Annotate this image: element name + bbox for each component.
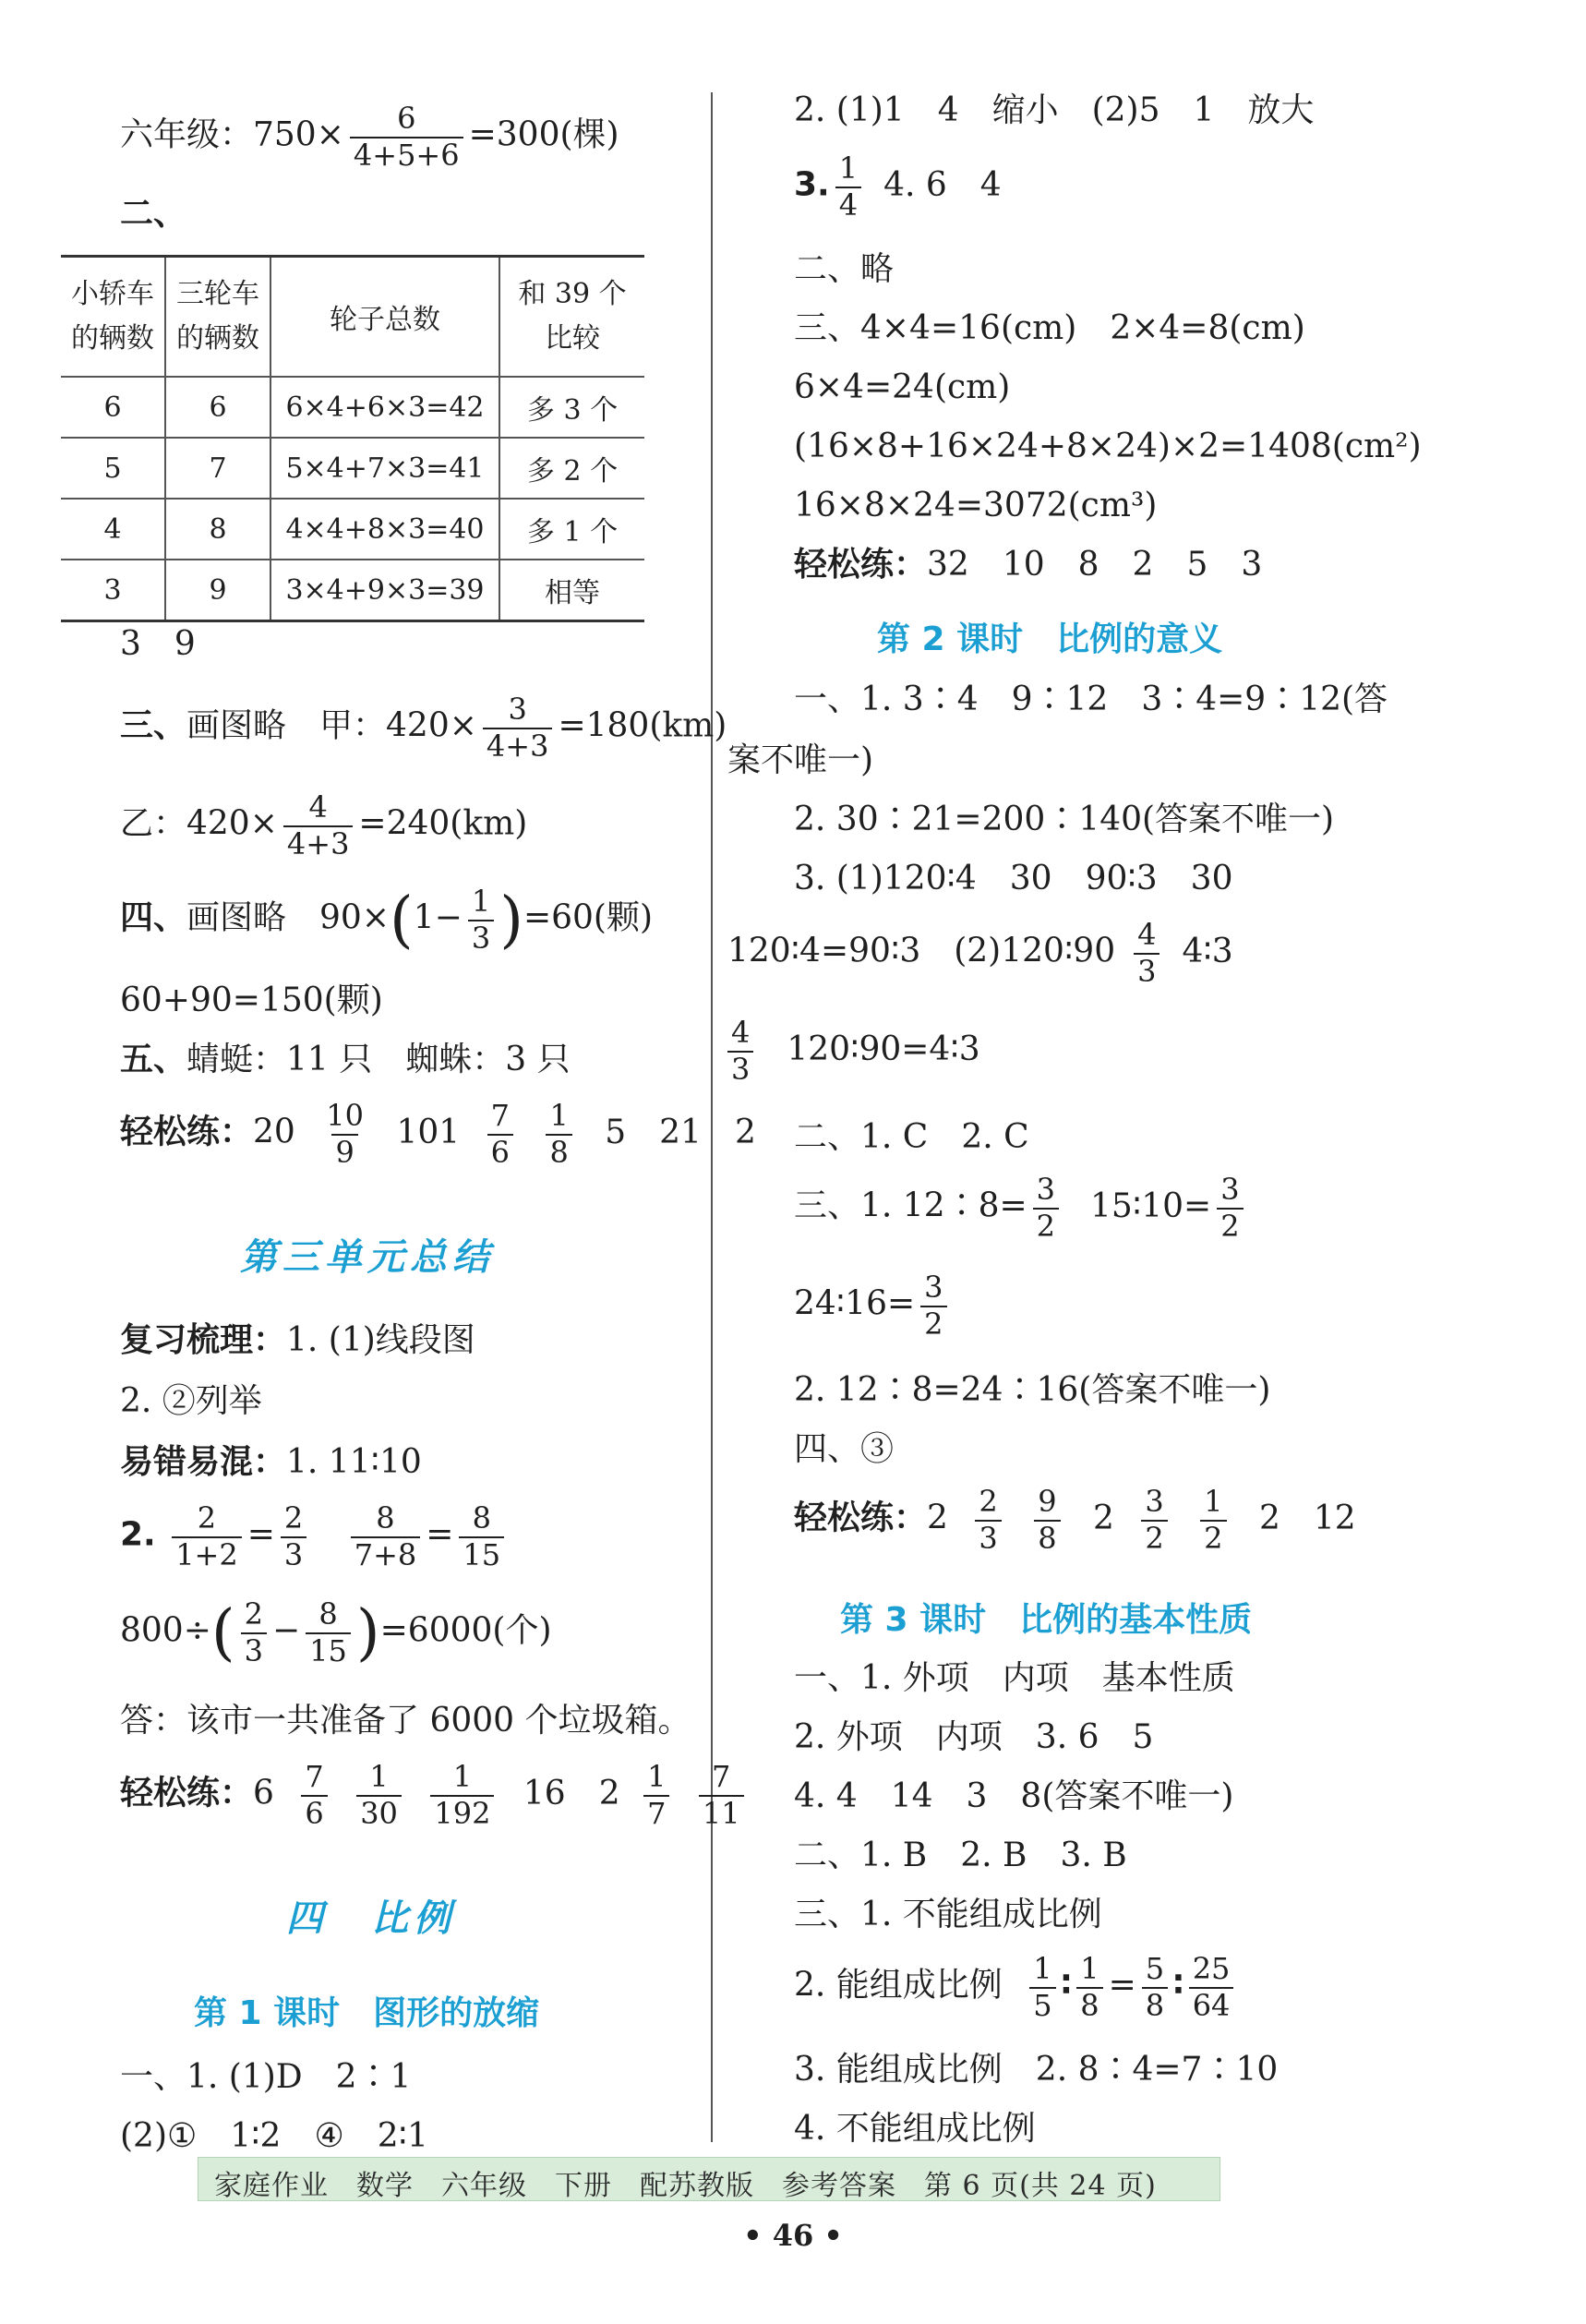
r-line-2: 3. $\frac{1}{4}$ 4. 6 4 bbox=[794, 151, 1002, 223]
fraction: $\frac{8}{7+8}$ bbox=[351, 1503, 421, 1571]
l2-line-10: 四、③ bbox=[794, 1430, 895, 1468]
review-line-2: 2. ②列举 bbox=[120, 1382, 262, 1420]
l3-line-3: 4. 4 14 3 8(答案不唯一) bbox=[794, 1777, 1234, 1815]
fraction: $\frac{1}{4}$ bbox=[835, 153, 861, 221]
fraction: $\frac{7}{6}$ bbox=[301, 1762, 327, 1829]
fraction: $\frac{2}{3}$ bbox=[241, 1599, 267, 1667]
unit-four-heading: 四 比例 bbox=[286, 1897, 456, 1940]
l3-line-8: 4. 不能组成比例 bbox=[794, 2110, 1036, 2148]
fraction: $\frac{3}{4+3}$ bbox=[483, 694, 553, 762]
l2-line-8: 24∶16= $\frac{3}{2}$ bbox=[794, 1272, 953, 1340]
l3-line-4: 二、1. B 2. B 3. B bbox=[794, 1836, 1127, 1874]
unit-three-summary-heading: 第三单元总结 bbox=[240, 1236, 495, 1279]
error-prone-line: 易错易混：1. 11∶10 bbox=[120, 1443, 422, 1481]
section-two-label: 二、 bbox=[120, 195, 187, 233]
table-row: 6 6 6×4+6×3=42 多 3 个 bbox=[61, 377, 644, 438]
grade6-line: 六年级：750× $\frac{6}{4+5+6}$ =300(棵) bbox=[120, 101, 619, 173]
fraction: $\frac{10}{9}$ bbox=[326, 1098, 364, 1170]
r-line-4: 三、4×4=16(cm) 2×4=8(cm) bbox=[794, 309, 1305, 347]
fraction: $\frac{7}{11}$ bbox=[699, 1762, 744, 1829]
r-line-5: 6×4=24(cm) bbox=[794, 368, 1011, 406]
footer-text: 家庭作业 数学 六年级 下册 配苏教版 参考答案 第 6 页(共 24 页) bbox=[214, 2170, 1157, 2202]
section-four-line: 四、画图略 90×(1− $\frac{1}{3}$ )=60(颗) bbox=[120, 884, 654, 956]
table-row: 5 7 5×4+7×3=41 多 2 个 bbox=[61, 438, 644, 499]
error-line-2: 2. $\frac{2}{1+2}$ = $\frac{2}{3}$ $\frac{8}{7+8}$ = $\frac{8}{15}$ bbox=[120, 1503, 510, 1571]
lesson-1-heading: 第 1 课时 图形的放缩 bbox=[194, 1994, 540, 2032]
l2-line-9: 2. 12∶8=24∶16(答案不唯一) bbox=[794, 1371, 1271, 1409]
fraction: $\frac{3}{2}$ bbox=[920, 1272, 946, 1340]
error-line-3: 800÷( $\frac{2}{3}$ − $\frac{8}{15}$ )=6000(个) bbox=[120, 1596, 552, 1668]
fraction: $\frac{3}{2}$ bbox=[1217, 1174, 1243, 1242]
r-line-6: (16×8+16×24+8×24)×2=1408(cm²) bbox=[794, 427, 1422, 465]
table-row: 3 9 3×4+9×3=39 相等 bbox=[61, 560, 644, 621]
table-header-row bbox=[61, 257, 644, 378]
review-line: 复习梳理：1. (1)线段图 bbox=[120, 1321, 475, 1359]
page-number: • 46 • bbox=[743, 2218, 843, 2253]
fraction: $\frac{3}{2}$ bbox=[1141, 1487, 1167, 1554]
fraction: $\frac{1}{5}$ bbox=[1029, 1954, 1055, 2021]
fraction: $\frac{1}{3}$ bbox=[468, 886, 494, 954]
l2-practice-line: 轻松练：2 $\frac{2}{3}$ $\frac{9}{8}$ 2 $\frac{3}{2}$ $\frac{1}{2}$ 2 12 bbox=[794, 1484, 1356, 1556]
r-line-7: 16×8×24=3072(cm³) bbox=[794, 487, 1158, 524]
after-table-values: 3 9 bbox=[120, 625, 196, 663]
l3-line-1: 一、1. 外项 内项 基本性质 bbox=[794, 1659, 1235, 1697]
fraction: $\frac{2}{3}$ bbox=[281, 1503, 306, 1571]
fraction: $\frac{1}{7}$ bbox=[643, 1762, 669, 1829]
section-four-line2: 60+90=150(颗) bbox=[120, 981, 383, 1019]
fraction: $\frac{1}{2}$ bbox=[1200, 1487, 1226, 1554]
col-header: 和 39 个比较 bbox=[499, 257, 644, 378]
fraction: $\frac{8}{15}$ bbox=[306, 1599, 351, 1667]
l2-line-6: 二、1. C 2. C bbox=[794, 1118, 1029, 1156]
fraction: $\frac{1}{8}$ bbox=[546, 1101, 571, 1168]
r-line-3: 二、略 bbox=[794, 250, 895, 288]
fraction: $\frac{9}{8}$ bbox=[1034, 1487, 1060, 1554]
fraction: $\frac{2}{3}$ bbox=[975, 1487, 1001, 1554]
l2-line-2: 2. 30∶21=200∶140(答案不唯一) bbox=[794, 801, 1335, 838]
l3-line-6: 2. 能组成比例 $\frac{1}{5}$ ∶ $\frac{1}{8}$ = $\frac{5}{8}$ ∶ $\frac{25}{64}$ bbox=[794, 1954, 1239, 2021]
l2-line-3: 3. (1)120∶4 30 90∶3 30 bbox=[794, 860, 1233, 897]
table-row: 4 8 4×4+8×3=40 多 1 个 bbox=[61, 499, 644, 560]
col-header: 轮子总数 bbox=[270, 257, 499, 378]
fraction: $\frac{1}{30}$ bbox=[356, 1762, 402, 1829]
section-five-line: 五、蜻蜓：11 只 蜘蛛：3 只 bbox=[120, 1041, 571, 1078]
fraction: $\frac{1}{8}$ bbox=[1076, 1954, 1102, 2021]
l2-line-5: $\frac{4}{3}$ 120∶90=4∶3 bbox=[722, 1018, 980, 1085]
fraction: $\frac{7}{6}$ bbox=[487, 1101, 513, 1168]
yi-line: 乙：420× $\frac{4}{4+3}$ =240(km) bbox=[120, 789, 528, 861]
section-three-line: 三、画图略 甲：420× $\frac{3}{4+3}$ =180(km) bbox=[120, 692, 727, 764]
col-header: 小轿车的辆数 bbox=[61, 257, 165, 378]
fraction: $\frac{4}{4+3}$ bbox=[283, 792, 354, 860]
practice-line-2: 轻松练：6 $\frac{7}{6}$ $\frac{1}{30}$ $\frac{1}{192}$ 16 2 $\frac{1}{7}$ $\frac{7}{11}$ bbox=[120, 1762, 750, 1829]
fraction: $\frac{3}{2}$ bbox=[1033, 1174, 1059, 1242]
fraction: $\frac{5}{8}$ bbox=[1142, 1954, 1168, 2021]
l3-line-7: 3. 能组成比例 2. 8∶4=7∶10 bbox=[794, 2051, 1279, 2089]
fraction: $\frac{2}{1+2}$ bbox=[172, 1503, 242, 1571]
fraction: $\frac{4}{3}$ bbox=[727, 1018, 753, 1085]
lesson1-line-2: (2)① 1∶2 ④ 2∶1 bbox=[120, 2117, 428, 2155]
l3-line-5: 三、1. 不能组成比例 bbox=[794, 1896, 1102, 1933]
r-line-1: 2. (1)1 4 缩小 (2)5 1 放大 bbox=[794, 91, 1315, 129]
l2-line-7: 三、1. 12∶8= $\frac{3}{2}$ 15∶10= $\frac{3}{2}$ bbox=[794, 1174, 1249, 1242]
fraction: $\frac{6}{4+5+6}$ bbox=[350, 103, 463, 171]
col-header: 三轮车的辆数 bbox=[165, 257, 270, 378]
fraction: $\frac{4}{3}$ bbox=[1134, 920, 1159, 987]
lesson-3-heading: 第 3 课时 比例的基本性质 bbox=[840, 1601, 1253, 1639]
l2-line-4: 120∶4=90∶3 (2)120∶90 $\frac{4}{3}$ 4∶3 bbox=[727, 917, 1233, 989]
lesson-2-heading: 第 2 课时 比例的意义 bbox=[877, 620, 1223, 658]
fraction: $\frac{25}{64}$ bbox=[1189, 1954, 1234, 2021]
fraction: $\frac{1}{192}$ bbox=[430, 1762, 494, 1829]
lesson1-line-1: 一、1. (1)D 2∶1 bbox=[120, 2058, 412, 2096]
l2-line-1b: 案不唯一) bbox=[727, 741, 874, 779]
fraction: $\frac{8}{15}$ bbox=[459, 1503, 504, 1571]
l3-line-2: 2. 外项 内项 3. 6 5 bbox=[794, 1718, 1154, 1756]
wheel-table bbox=[61, 255, 644, 622]
practice-line-1: 轻松练：20 $\frac{10}{9}$ 101 $\frac{7}{6}$ $\frac{1}{8}$ 5 21 2 bbox=[120, 1098, 756, 1170]
l2-line-1: 一、1. 3∶4 9∶12 3∶4=9∶12(答 bbox=[794, 680, 1388, 718]
answer-line: 答：该市一共准备了 6000 个垃圾箱。 bbox=[120, 1702, 691, 1740]
r-practice-line: 轻松练：32 10 8 2 5 3 bbox=[794, 546, 1263, 584]
